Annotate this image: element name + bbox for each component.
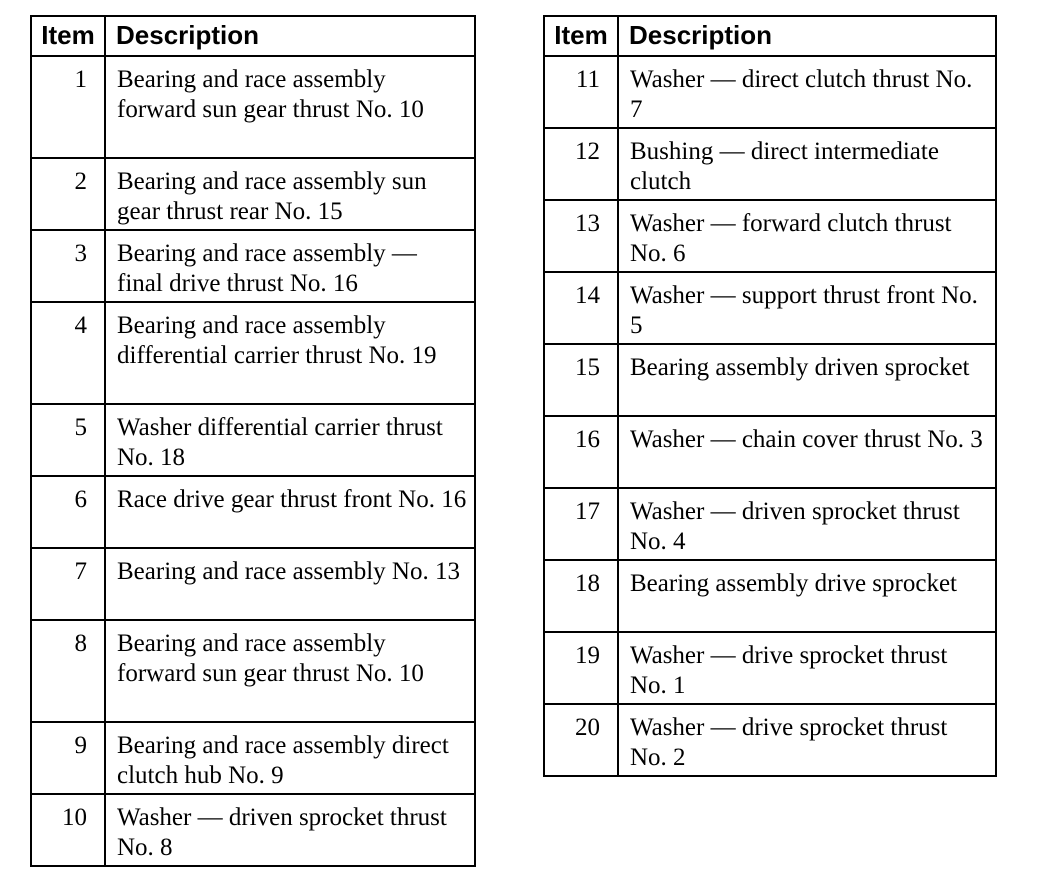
item-description: Bearing and race assembly differential carrier thrust No. 19 <box>105 302 475 404</box>
item-number: 6 <box>31 476 105 548</box>
column-header-item: Item <box>31 16 105 56</box>
item-number: 3 <box>31 230 105 302</box>
item-number: 15 <box>544 344 618 416</box>
table-row <box>544 416 996 488</box>
table-row <box>31 230 475 302</box>
item-number: 8 <box>31 620 105 722</box>
item-description: Washer — chain cover thrust No. 3 <box>618 416 996 488</box>
table-row <box>544 560 996 632</box>
table-row <box>544 56 996 128</box>
table-row <box>31 722 475 794</box>
table-row <box>544 488 996 560</box>
item-description: Bearing assembly driven sprocket <box>618 344 996 416</box>
item-number: 12 <box>544 128 618 200</box>
parts-legend-table-right <box>543 15 997 777</box>
item-number: 19 <box>544 632 618 704</box>
table-row <box>31 56 475 158</box>
item-number: 5 <box>31 404 105 476</box>
item-description: Bearing and race assembly forward sun gear thrust No. 10 <box>105 56 475 158</box>
column-header-item: Item <box>544 16 618 56</box>
item-description: Bearing and race assembly — final drive thrust No. 16 <box>105 230 475 302</box>
table-row <box>31 404 475 476</box>
item-number: 10 <box>31 794 105 866</box>
item-description: Bearing and race assembly No. 13 <box>105 548 475 620</box>
table-row <box>31 794 475 866</box>
item-description: Washer — forward clutch thrust No. 6 <box>618 200 996 272</box>
item-description: Washer differential carrier thrust No. 18 <box>105 404 475 476</box>
column-header-description: Description <box>105 16 475 56</box>
table-row <box>31 620 475 722</box>
item-number: 16 <box>544 416 618 488</box>
item-description: Bearing and race assembly direct clutch hub No. 9 <box>105 722 475 794</box>
table-row <box>31 158 475 230</box>
item-description: Washer — support thrust front No. 5 <box>618 272 996 344</box>
table-row <box>544 632 996 704</box>
item-description: Bearing and race assembly sun gear thrust rear No. 15 <box>105 158 475 230</box>
item-number: 17 <box>544 488 618 560</box>
header-row <box>544 16 996 56</box>
item-number: 13 <box>544 200 618 272</box>
table-row <box>31 302 475 404</box>
table-row <box>544 128 996 200</box>
item-description: Race drive gear thrust front No. 16 <box>105 476 475 548</box>
item-number: 14 <box>544 272 618 344</box>
item-description: Washer — drive sprocket thrust No. 1 <box>618 632 996 704</box>
item-number: 1 <box>31 56 105 158</box>
table-row <box>544 344 996 416</box>
parts-legend-table-left <box>30 15 476 867</box>
item-description: Washer — driven sprocket thrust No. 8 <box>105 794 475 866</box>
item-description: Washer — direct clutch thrust No. 7 <box>618 56 996 128</box>
item-description: Washer — driven sprocket thrust No. 4 <box>618 488 996 560</box>
item-number: 20 <box>544 704 618 776</box>
item-number: 2 <box>31 158 105 230</box>
item-number: 7 <box>31 548 105 620</box>
item-description: Bearing assembly drive sprocket <box>618 560 996 632</box>
table-row <box>31 476 475 548</box>
column-header-description: Description <box>618 16 996 56</box>
item-number: 11 <box>544 56 618 128</box>
table-row <box>31 548 475 620</box>
header-row <box>31 16 475 56</box>
item-number: 4 <box>31 302 105 404</box>
item-description: Bearing and race assembly forward sun gear thrust No. 10 <box>105 620 475 722</box>
item-description: Washer — drive sprocket thrust No. 2 <box>618 704 996 776</box>
table-row <box>544 272 996 344</box>
table-row <box>544 704 996 776</box>
item-number: 9 <box>31 722 105 794</box>
item-number: 18 <box>544 560 618 632</box>
item-description: Bushing — direct intermediate clutch <box>618 128 996 200</box>
table-row <box>544 200 996 272</box>
